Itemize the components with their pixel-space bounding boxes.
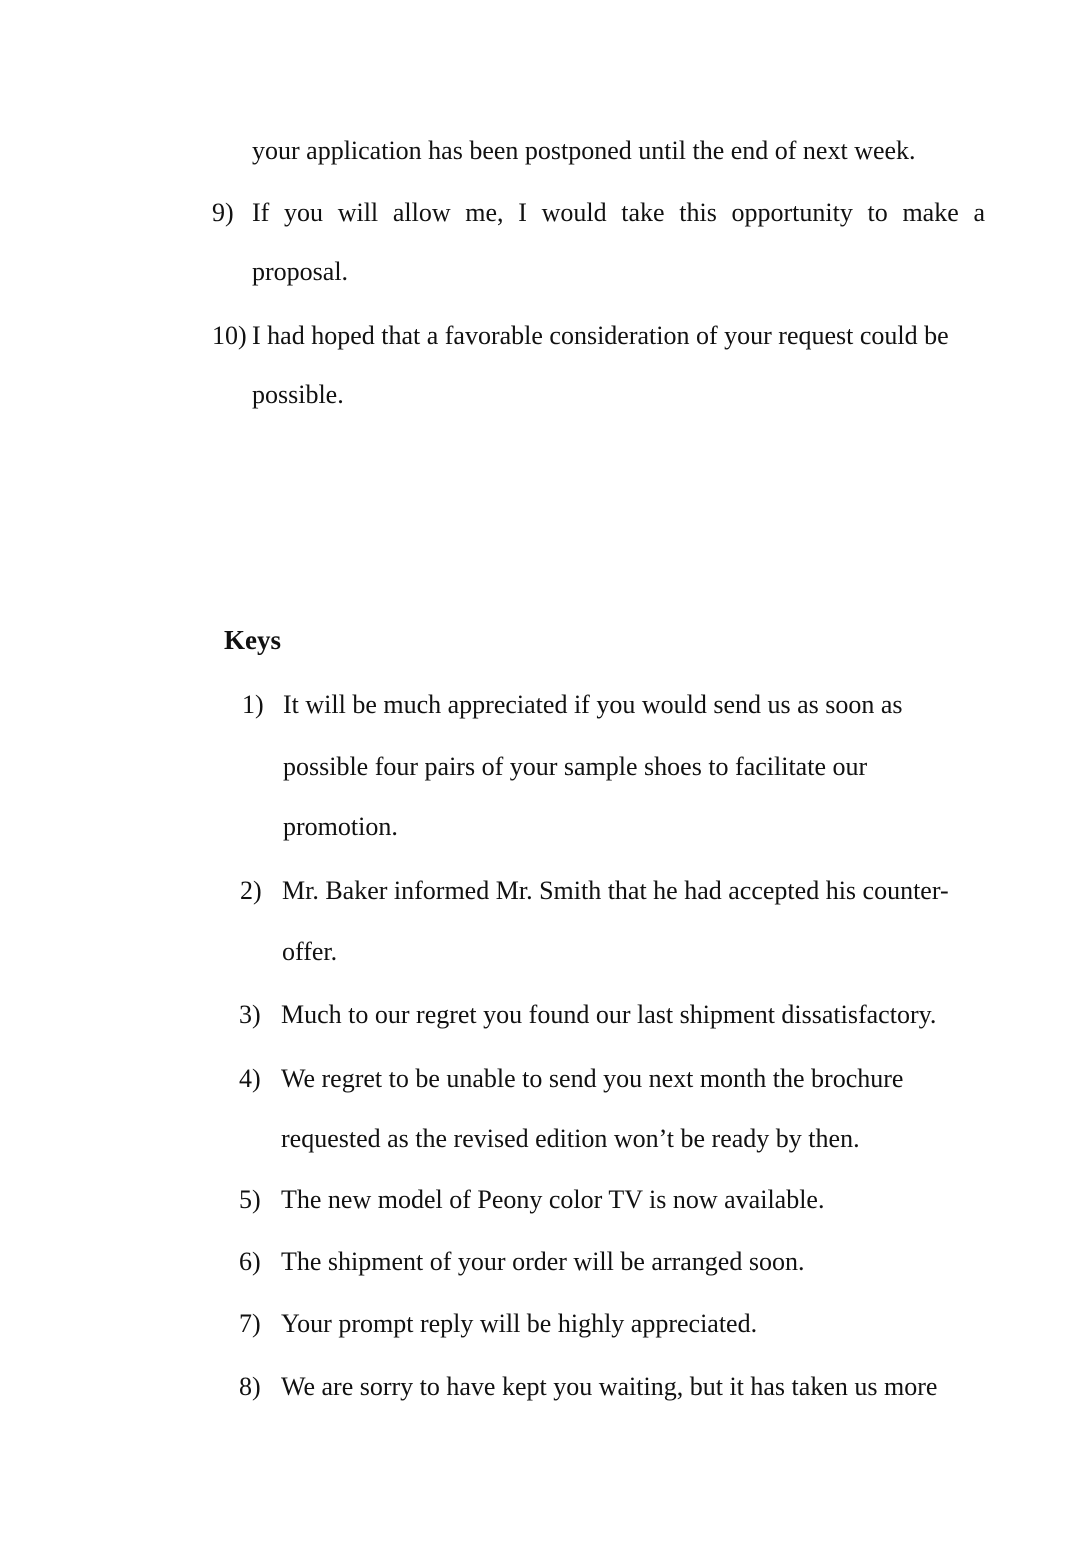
key-number: 7) [239, 1309, 261, 1338]
key-number: 8) [239, 1372, 261, 1401]
key-number: 2) [240, 876, 262, 905]
item-8-continuation: your application has been postponed until the end of next week. [252, 136, 916, 165]
key-text-line: Mr. Baker informed Mr. Smith that he had accepted his counter- [282, 876, 949, 905]
key-text-line: The shipment of your order will be arranged soon. [281, 1247, 805, 1276]
key-text-line: possible four pairs of your sample shoes to facilitate our [283, 752, 868, 781]
key-text-line: We regret to be unable to send you next month the brochure [281, 1064, 904, 1093]
key-text-line: offer. [282, 937, 338, 966]
key-number: 1) [242, 690, 264, 719]
item-text-line: possible. [252, 380, 344, 409]
key-text-line: We are sorry to have kept you waiting, but it has taken us more [281, 1372, 938, 1401]
key-text-line: promotion. [283, 812, 398, 841]
key-text-line: It will be much appreciated if you would send us as soon as [283, 690, 903, 719]
key-number: 5) [239, 1185, 261, 1214]
key-text-line: The new model of Peony color TV is now available. [281, 1185, 825, 1214]
key-number: 6) [239, 1247, 261, 1276]
item-text-line: If you will allow me, I would take this opportunity to make a [252, 198, 985, 227]
key-number: 3) [239, 1000, 261, 1029]
item-text-line: proposal. [252, 257, 349, 286]
item-number: 9) [212, 198, 234, 227]
key-text-line: Much to our regret you found our last shipment dissatisfactory. [281, 1000, 937, 1029]
key-number: 4) [239, 1064, 261, 1093]
item-number: 10) [212, 321, 247, 350]
item-text-line: I had hoped that a favorable consideration of your request could be [252, 321, 949, 350]
keys-heading: Keys [224, 625, 281, 655]
key-text-line: requested as the revised edition won’t be ready by then. [281, 1124, 860, 1153]
key-text-line: Your prompt reply will be highly appreciated. [281, 1309, 758, 1338]
